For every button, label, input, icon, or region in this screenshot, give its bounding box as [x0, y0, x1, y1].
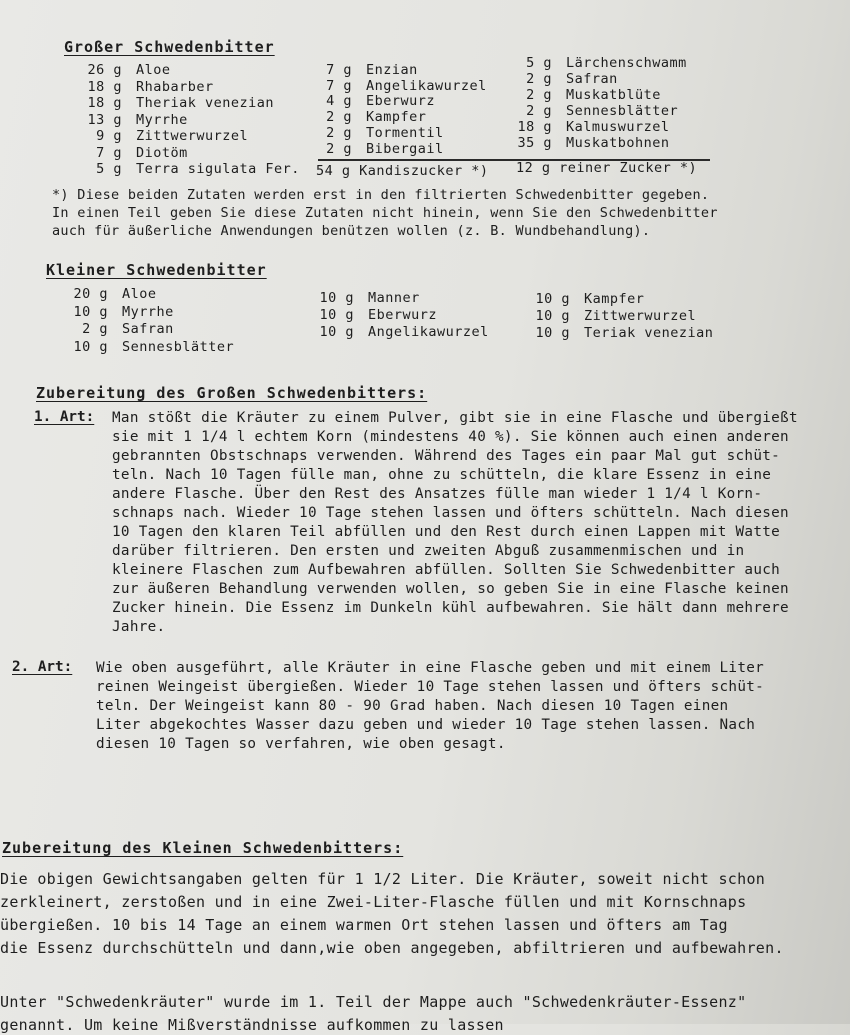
ingredient-name: Eberwurz: [366, 93, 436, 110]
ingredient-amount: 20 g: [73, 286, 108, 302]
art2-paragraph: [96, 659, 764, 754]
ingredient-amount: 26 g: [87, 62, 122, 78]
ingredient-row: [516, 119, 670, 135]
art1-line: zur äußeren Behandlung verwenden wollen, so geben Sie in eine Flasche keinen: [112, 581, 789, 597]
ingredient-row: [82, 112, 188, 128]
ingredient-name: Manner: [368, 290, 420, 306]
ingredient-row: [516, 55, 687, 71]
ingredient-name: Safran: [122, 321, 174, 337]
ingredient-name: Rhabarber: [136, 78, 214, 95]
ingredient-name: Kalmuswurzel: [566, 119, 670, 135]
klein-line: übergießen. 10 bis 14 Tage an einem warmen Ort stehen lassen und öfters am Tag: [0, 916, 728, 934]
zubereitung-klein-paragraph: [0, 868, 784, 960]
ingredient-row: [312, 307, 437, 323]
ingredient-row: [82, 161, 300, 177]
ingredient-name: Aloe: [136, 62, 171, 78]
ingredient-row: [516, 103, 678, 119]
ingredient-name: Safran: [566, 71, 618, 87]
ingredient-amount: 18 g: [87, 78, 122, 95]
footer-line-1: Unter "Schwedenkräuter" wurde im 1. Teil der Mappe auch "Schwedenkräuter-Essenz": [0, 993, 747, 1011]
ingredient-row: [318, 62, 418, 78]
art1-line: kleinere Flaschen zum Aufbewahren abfüllen. Sollten Sie Schwedenbitter auch: [112, 562, 781, 578]
section-title-zubereitung-klein: Zubereitung des Kleinen Schwedenbitters:: [2, 839, 404, 857]
art2-line: Liter abgekochtes Wasser dazu geben und wieder 10 Tage stehen lassen. Nach: [96, 717, 756, 733]
ingredient-row: [318, 78, 487, 94]
ingredient-amount: 4 g: [326, 93, 352, 110]
klein-line: die Essenz durchschütteln und dann,wie oben angegeben, abfiltrieren und aufbewahren.: [0, 939, 784, 957]
ingredient-name: Bibergail: [366, 140, 444, 157]
ingredient-amount: 2 g: [326, 124, 352, 141]
footnote-line-2: In einen Teil geben Sie diese Zutaten nicht hinein, wenn Sie den Schwedenbitter: [52, 205, 718, 221]
ingredient-row: [82, 79, 214, 95]
klein-line: zerkleinert, zerstoßen und in eine Zwei-Liter-Flasche füllen und mit Kornschnaps: [0, 893, 747, 911]
ingredient-amount: 10 g: [73, 338, 108, 355]
ingredient-name: Terra sigulata Fer.: [136, 161, 300, 177]
ingredient-amount: 9 g: [96, 128, 122, 144]
ingredient-row: [82, 95, 274, 111]
ingredient-name: Teriak venezian: [584, 325, 714, 341]
art2-line: reinen Weingeist übergießen. Wieder 10 Tage stehen lassen und öfters schüt-: [96, 679, 765, 695]
art1-line: Jahre.: [112, 619, 166, 635]
art1-line: andere Flasche. Über den Rest des Ansatzes fülle man wieder 1 1/4 l Korn-: [112, 486, 763, 502]
ingredient-amount: 10 g: [319, 290, 354, 306]
ingredient-name: Angelikawurzel: [368, 324, 489, 340]
art1-line: 10 Tagen den klaren Teil abfüllen und den Rest durch einen Lappen mit Watte: [112, 524, 781, 540]
ingredient-row: [66, 339, 234, 355]
section-title-kleiner: Kleiner Schwedenbitter: [46, 261, 267, 279]
ingredient-row: [312, 290, 420, 306]
ingredient-row: [528, 325, 713, 341]
art2-line: teln. Der Weingeist kann 80 - 90 Grad haben. Nach diesen 10 Tagen einen: [96, 698, 729, 714]
ingredient-amount: 7 g: [326, 62, 352, 78]
ingredient-row: [66, 304, 174, 320]
art1-line: gebrannten Obstschnaps verwenden. Während des Tages ein paar Mal gut schüt-: [112, 448, 781, 464]
art2-label: 2. Art:: [12, 659, 73, 675]
ingredient-name: Diotöm: [136, 144, 188, 161]
ingredient-amount: 10 g: [319, 324, 354, 340]
ingredient-amount: 5 g: [526, 55, 552, 71]
ingredient-name: Eberwurz: [368, 307, 438, 323]
ingredient-amount: 18 g: [87, 95, 122, 111]
section-title-grosser: Großer Schwedenbitter: [64, 38, 275, 56]
art1-paragraph: [112, 409, 798, 637]
art1-line: schnaps nach. Wieder 10 Tage stehen lassen und öfters schütteln. Nach diesen: [112, 505, 789, 521]
ingredient-name: Lärchenschwamm: [566, 55, 687, 71]
ingredient-amount: 2 g: [326, 109, 352, 126]
ingredient-row: [528, 291, 644, 307]
ingredient-row: [82, 62, 171, 78]
ingredient-name: Sennesblätter: [122, 338, 235, 355]
ingredient-amount: 2 g: [82, 321, 108, 337]
ingredient-amount: 10 g: [319, 307, 354, 323]
ingredient-row: [82, 128, 248, 144]
art2-line: diesen 10 Tagen so verfahren, wie oben gesagt.: [96, 736, 506, 752]
ingredient-row: [318, 109, 426, 125]
ingredient-amount: 13 g: [87, 111, 122, 128]
ingredient-name: Zittwerwurzel: [136, 128, 249, 144]
ingredient-amount: 10 g: [73, 303, 108, 320]
art1-line: Zucker hinein. Die Essenz im Dunkeln kühl aufbewahren. Sie hält dann mehrere: [112, 600, 789, 616]
ingredient-amount: 35 g: [517, 135, 552, 151]
ingredient-name: Tormentil: [366, 124, 444, 141]
ingredient-row: [516, 135, 670, 151]
art1-line: sie mit 1 1/4 l echtem Korn (mindestens 40 %). Sie können auch einen anderen: [112, 429, 789, 445]
ingredient-amount: 10 g: [535, 308, 570, 324]
ingredient-name: Myrrhe: [122, 303, 174, 320]
ingredient-name: Angelikawurzel: [366, 77, 487, 94]
ingredient-row: [312, 324, 489, 340]
ingredient-name: Theriak venezian: [136, 95, 275, 111]
ingredient-name: Kampfer: [366, 109, 427, 126]
ingredient-name: Zittwerwurzel: [584, 308, 697, 324]
footer-line-2: genannt. Um keine Mißverständnisse aufkommen zu lassen: [0, 1016, 504, 1034]
ingredient-row: [516, 87, 661, 103]
ingredient-row: [318, 93, 435, 109]
ingredient-name: Muskatbohnen: [566, 135, 670, 151]
ingredient-name: Myrrhe: [136, 111, 188, 128]
ingredient-row: [66, 321, 174, 337]
ingredient-name: Muskatblüte: [566, 87, 661, 103]
ingredient-amount: 18 g: [517, 119, 552, 135]
ingredient-amount: 10 g: [535, 325, 570, 341]
ingredient-name: Kampfer: [584, 291, 645, 307]
ingredient-amount: 10 g: [535, 291, 570, 307]
ingredient-name: Aloe: [122, 286, 157, 302]
ingredient-amount: 7 g: [326, 77, 352, 94]
ingredient-row: [66, 286, 157, 302]
ingredient-amount: 2 g: [326, 140, 352, 157]
art2-line: Wie oben ausgeführt, alle Kräuter in eine Flasche geben und mit einem Liter: [96, 660, 765, 676]
ingredient-amount: 2 g: [526, 87, 552, 103]
total-kandiszucker: 54 g Kandiszucker *): [316, 163, 489, 179]
klein-line: Die obigen Gewichtsangaben gelten für 1 1/2 Liter. Die Kräuter, soweit nicht schon: [0, 870, 766, 888]
art1-line: darüber filtrieren. Den ersten und zweiten Abguß zusammenmischen und in: [112, 543, 745, 559]
ingredient-amount: 2 g: [526, 71, 552, 87]
ingredient-amount: 2 g: [526, 103, 552, 119]
footnote-line-3: auch für äußerliche Anwendungen benützen wollen (z. B. Wundbehandlung).: [52, 223, 651, 239]
ingredient-row: [82, 145, 188, 161]
ingredient-row: [528, 308, 696, 324]
ingredient-row: [318, 141, 444, 157]
art1-line: Man stößt die Kräuter zu einem Pulver, gibt sie in eine Flasche und übergießt: [112, 410, 798, 426]
total-reiner-zucker: 12 g reiner Zucker *): [516, 160, 698, 176]
ingredient-amount: 7 g: [96, 144, 122, 161]
section-title-zubereitung-gross: Zubereitung des Großen Schwedenbitters:: [36, 384, 428, 402]
ingredient-name: Enzian: [366, 62, 418, 78]
ingredient-amount: 5 g: [96, 161, 122, 177]
ingredient-name: Sennesblätter: [566, 103, 679, 119]
art1-label: 1. Art:: [34, 409, 95, 425]
ingredient-row: [516, 71, 618, 87]
footnote-line-1: *) Diese beiden Zutaten werden erst in den filtrierten Schwedenbitter gegeben.: [52, 187, 710, 203]
art1-line: teln. Nach 10 Tagen fülle man, ohne zu schütteln, die klare Essenz in eine: [112, 467, 772, 483]
ingredient-row: [318, 125, 444, 141]
